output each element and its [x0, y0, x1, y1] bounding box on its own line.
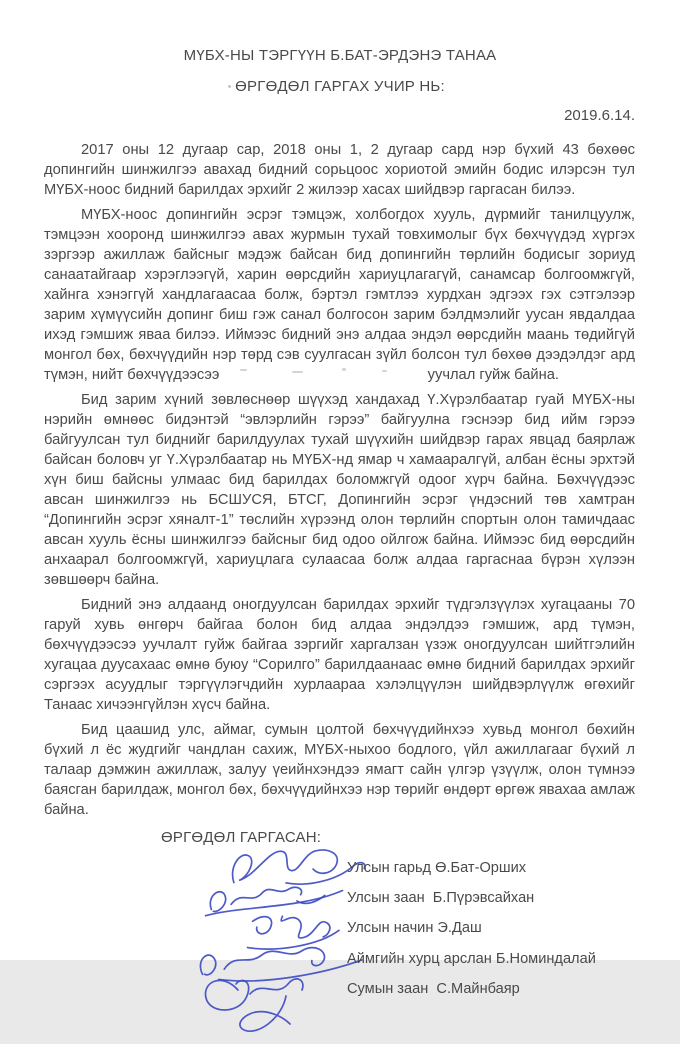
scan-smudge: [240, 369, 247, 371]
petitioners-heading: ӨРГӨДӨЛ ГАРГАСАН:: [161, 829, 322, 846]
document-date: 2019.6.14.: [564, 107, 635, 124]
scan-speck: [228, 85, 231, 88]
scan-smudge: [292, 371, 303, 373]
paragraph-4: Бидний энэ алдаанд оногдуулсан барилдах эрхийг түдгэлзүүлэх хугацааны 70 гаруй хувь өнгөрч байгаа болон бид алдаа эндэлдээ гэмшиж, ард түмэн, бөхчүүдээсээ уучлалт гуйж байгаа зэргийг харгалзан үзэж оногдуулсан шийтгэлийн хугацаа дуусахаас өмнө буюу “Сорилго” барилдаанаас өмнө бидний барилдах эрхийг сэргээх асуудлыг тэргүүлэгчдийн хурлаараа хэлэлцүүлэн шийдвэрлүүлж өгөхийг Танаас хичээнгүйлэн хүсч байна.: [44, 597, 635, 713]
paragraph-2: [44, 205, 635, 385]
scan-smudge: [342, 368, 346, 371]
signature-5-ink: [194, 970, 342, 1044]
paragraph-1: 2017 оны 12 дугаар сар, 2018 оны 1, 2 дугаар сард нэр бүхий 43 бөхөөс допингийн шинжилгээ авахад бидний сорьцоос хориотой эмийн бодис илэрсэн тул МҮБХ-ноос бидний барилдах эрхийг 2 жилээр хасах шийдвэр гаргасан билээ.: [44, 142, 635, 198]
signatory-3-label: Улсын начин Э.Даш: [347, 920, 482, 936]
scan-smudge: [382, 370, 387, 372]
document-subtitle: ӨРГӨДӨЛ ГАРГАХ УЧИР НЬ:: [235, 78, 445, 95]
signatory-1-label: Улсын гарьд Ө.Бат-Орших: [347, 860, 527, 876]
signature-block: [44, 846, 680, 1041]
document-body: [44, 140, 635, 820]
erased-text-gap: [224, 377, 424, 379]
signatory-2-label: Улсын заан Б.Пүрэвсайхан: [347, 890, 535, 906]
paragraph-2-text-after-gap: уучлал гуйж байна.: [427, 367, 559, 383]
paragraph-2-text-before-gap: МҮБХ-ноос допингийн эсрэг тэмцэж, холбогдох хууль, дүрмийг танилцуулж, тэмцээн хооронд шинжилгээ авах журмын тухай товхимолыг бүх бөхчүүдэд хүргэх зэргээр ажиллаж байсныг мэдэж байсан бид допингийн төрлийн бодисыг зориуд санаатайгаар хэрэглээгүй, харин өөрсдийн хариуцлагагүй, санамсар болгоомжгүй, хайнга хэнэггүй хандлагаасаа болж, бэртэл гэмтлээ хурдхан эдгээх гэх сэтгэлээр зарим хүмүүсийн допинг биш гэж санал болгосон зарим бэлдмэлийг уусан явдалдаа ихэд гэмшиж яваа билээ. Иймээс бидний энэ алдаа эндэл өөрсдийн маань төдийгүй монгол бөх, бөхчүүдийн нэр төрд сэв суулгасан зүйл болсон тул бөхөө дээдэлдэг ард түмэн, нийт бөхчүүдээсээ: [44, 207, 635, 383]
paragraph-3: Бид зарим хүний зөвлөснөөр шүүхэд хандахад Ү.Хүрэлбаатар гуай МҮБХ-ны нэрийн өмнөөс бидэнтэй “эвлэрлийн гэрээ” байгуулна гэснээр бид ийм гэрээ байгуулсан тул биднийг барилдуулах тухай шүүхийн шийдвэр гарах явцад баярлаж байсан боловч уг Ү.Хүрэлбаатар нь МҮБХ-нд ямар ч хамааралгүй, албан ёсны эрхтэй хүн биш байсны улмаас бид барилдах боломжгүй одоог хүрч байна. Бөхчүүдээс авсан шинжилгээ нь БСШУСЯ, БТСГ, Допингийн эсрэг үндэсний төв хамтран “Допингийн эсрэг хяналт-1” төслийн хүрээнд олон төрлийн спортын олон тамичдаас авсан хууль ёсны шинжилгээ байсныг бид одоо ойлгож байна. Иймээс бид өөрсдийн анхаарал болгоомжгүй, хариуцлага сулаасаа болж алдаа гаргаснаа бүрэн хүлээн зөвшөөрч байна.: [44, 392, 635, 588]
document-title: МҮБХ-НЫ ТЭРГҮҮН Б.БАТ-ЭРДЭНЭ ТАНАА: [183, 47, 497, 64]
signatory-5-label: Сумын заан С.Майнбаяр: [347, 981, 520, 997]
signatory-4-label: Аймгийн хурц арслан Б.Номиндалай: [347, 951, 596, 967]
paragraph-5: Бид цаашид улс, аймаг, сумын цолтой бөхчүүдийнхээ хувьд монгол бөхийн бүхий л ёс жудгийг чандлан сахиж, МҮБХ-ныхоо бодлого, үйл ажиллагааг бүхий л талаар дэмжин ажиллаж, залуу үеийнхэндээ ямагт сайн үлгэр үзүүлж, олон түмнээ баясган барилдаж, монгол бөх, бөхчүүдийнхээ нэр төрийг өндөрт өргөж явахаа амлаж байна.: [44, 722, 635, 818]
